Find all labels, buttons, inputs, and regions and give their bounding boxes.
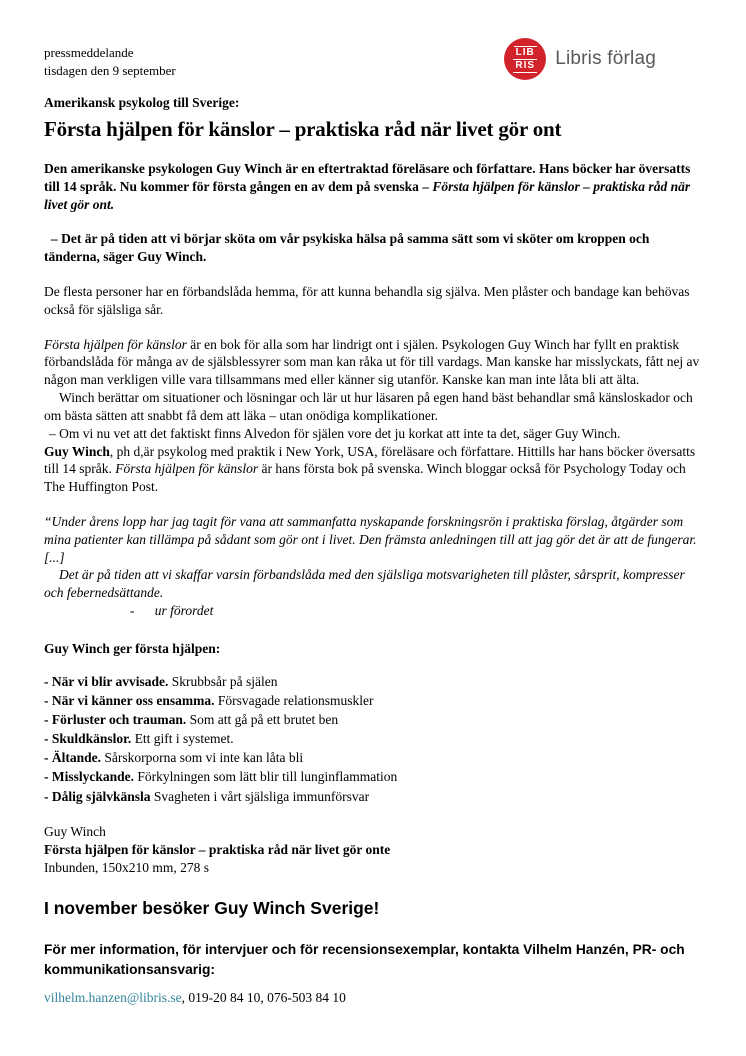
first-aid-list [44,672,702,806]
body-paragraph-2-cont1: Winch berättar om situationer och lösningar och lär ut hur läsaren på egen hand bäst behandlar små känsloskador och om bästa sätten att snabbt få dem att läka – utan onödiga komplikationer. [44,390,693,423]
list-item [44,748,702,767]
author-bio-paragraph [44,443,702,496]
first-aid-heading: Guy Winch ger första hjälpen: [44,640,221,656]
list-item [44,672,702,691]
quote-attribution: - ur förordet [130,603,214,619]
libris-logo-icon [504,38,546,80]
author-bio-part1: , ph d,är psykolog med praktik i New York, USA, föreläsare och författare. Hittills har hans böcker översatts till 14 språk. [44,443,696,477]
document-type-label: pressmeddelande [44,45,134,60]
list-item-lead: - När vi känner oss ensamma. [44,692,215,708]
list-item-text: Som att gå på ett brutet ben [186,711,339,727]
document-date: tisdagen den 9 september [44,62,176,78]
contact-intro: För mer information, för intervjuer och för recensionsexemplar, kontakta Vilhelm Hanzén, PR- och kommunikationsansvarig: [44,942,685,978]
list-item [44,710,702,729]
body-paragraph-2-rest: är en bok för alla som har lindrigt ont i själen. Psykologen Guy Winch har fyllt en praktisk förbandslåda för många av de själsblessyrer som man kan råka ut för till vardags. Man kanske har misslyckats, fått nej av någon man verkligen ville vara tillsammans med eller känner sig utanför. Kanske kan man inte låta bli att älta. [44,336,700,388]
book-format: Inbunden, 150x210 mm, 278 s [44,860,209,876]
logo-wordmark: Libris förlag [555,48,656,70]
book-info [44,823,702,878]
list-item [44,767,702,786]
foreword-quote [44,513,702,602]
list-item-lead: - Dålig självkänsla [44,788,151,804]
body-paragraph-2-main [44,336,702,389]
list-item-lead: - När vi blir avvisade. [44,673,169,689]
event-heading: I november besöker Guy Winch Sverige! [44,898,380,919]
contact-line [44,989,702,1007]
body-paragraph-1: De flesta personer har en förbandslåda hemma, för att kunna behandla sig själva. Men plåster och bandage kan behövas också för själsliga sår. [44,284,690,317]
pull-quote: – Det är på tiden att vi börjar sköta om vår psykiska hälsa på samma sätt som vi sköter om kroppen och tänderna, säger Guy Winch. [44,231,650,265]
list-item [44,691,702,710]
logo-circle-text-top: LIB [515,46,535,58]
foreword-quote-part2: Det är på tiden att vi skaffar varsin förbandslåda med den själsliga motsvarigheten till plåster, sårsprit, kompresser och febernedsättande. [44,567,685,601]
list-item-lead: - Förluster och trauman. [44,711,187,727]
list-item-text: Skrubbsår på själen [168,673,278,689]
list-item-text: Förkylningen som lätt blir till lunginflammation [134,769,398,785]
list-item-text: Ett gift i systemet. [131,731,234,747]
book-title-inline-2: Första hjälpen för känslor [115,461,259,477]
list-item-text: Sårskorporna som vi inte kan låta bli [101,750,304,766]
list-item-lead: - Skuldkänslor. [44,731,132,747]
email-link[interactable]: vilhelm.hanzen@libris.se [44,990,182,1006]
book-title-inline: Första hjälpen för känslor [44,336,187,352]
contact-phones: , 019-20 84 10, 076-503 84 10 [181,990,346,1006]
document-meta [44,40,176,80]
list-item-text: Försvagade relationsmuskler [214,692,374,708]
list-item [44,787,702,806]
book-author: Guy Winch [44,823,106,839]
list-item-lead: - Misslyckande. [44,769,135,785]
intro-book-title: Första hjälpen för känslor – praktiska råd när livet gör ont. [44,178,691,212]
body-paragraph-2 [44,336,702,443]
intro-lead-text: Den amerikanske psykologen Guy Winch är en eftertraktad föreläsare och författare. Hans böcker har översatts till 14 språk. Nu kommer för första gången en av dem på svenska – [44,160,691,194]
kicker-heading: Amerikansk psykolog till Sverige: [44,95,240,110]
logo-circle-text-bottom: RIS [515,59,536,71]
author-name-inline: Guy Winch [44,443,110,459]
page-title: Första hjälpen för känslor – praktiska råd när livet gör ont [44,116,562,141]
list-item-lead: - Ältande. [44,750,101,766]
header-row [44,40,702,80]
foreword-quote-part1: “Under årens lopp har jag tagit för vana att sammanfatta nyskapande forskningsrön i praktiska förslag, åtgärder som mina patienter kan tillämpa på sådant som gör ont i livet. Den främsta anledningen till att jag gör det är att de fungerar. [...] [44,513,697,565]
intro-paragraph [44,160,702,213]
book-title: Första hjälpen för känslor – praktiska råd när livet gör onte [44,841,391,857]
body-paragraph-2-cont2: – Om vi nu vet att det faktiskt finns Alvedon för själen vore det ju korkat att inte ta det, säger Guy Winch. [49,425,621,441]
libris-logo [504,38,656,80]
list-item-text: Svagheten i vårt själsliga immunförsvar [150,788,370,804]
author-bio-part2: är hans första bok på svenska. Winch bloggar också för Psychology Today och The Huffington Post. [44,461,686,495]
list-item [44,729,702,748]
